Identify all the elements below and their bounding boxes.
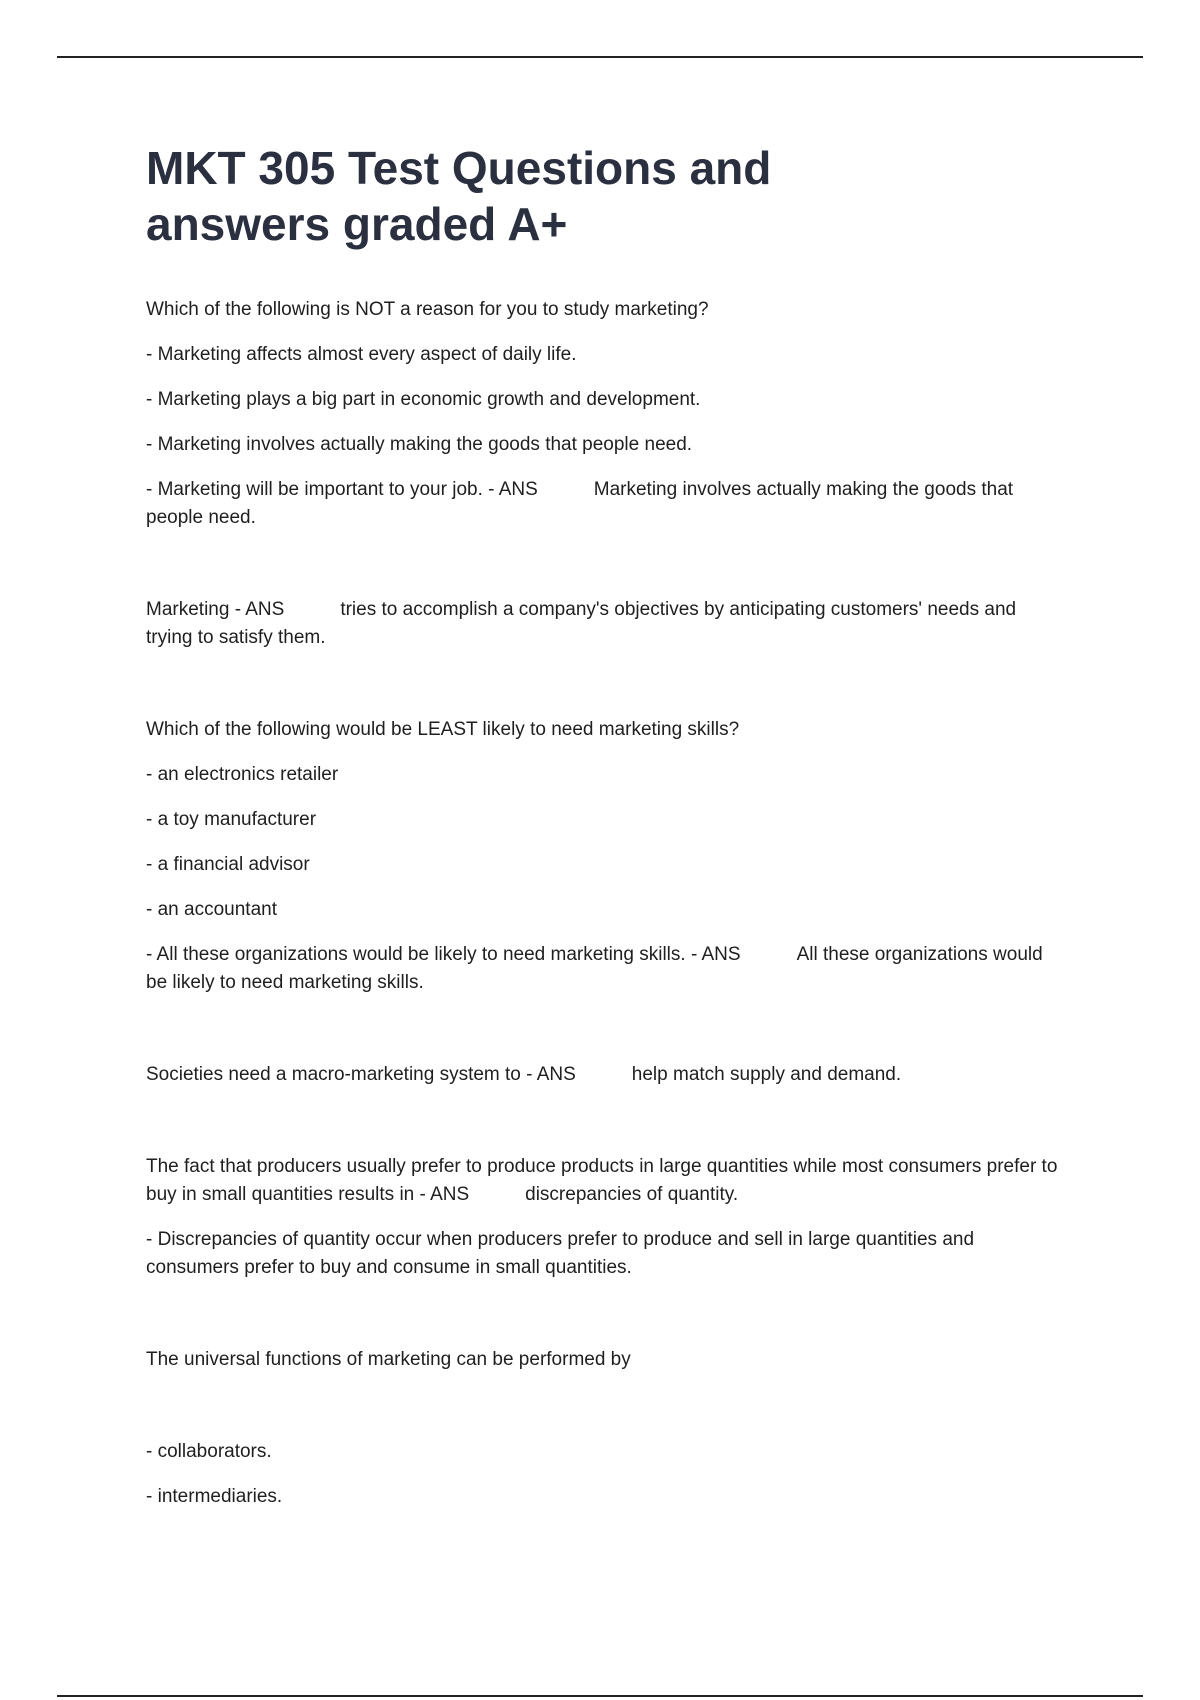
q4-answer-line [146,1061,1066,1089]
question-4: Societies need a macro-marketing system to - ANS [146,1064,576,1085]
q3-option-2: - a toy manufacturer [146,809,317,830]
document-body [146,140,1066,1511]
question-5: The fact that producers usually prefer to produce products in large quantities while most consumers prefer to buy in small quantities results in - ANS [146,1156,1058,1205]
q3-option-4: - an accountant [146,899,277,920]
q4-answer: help match supply and demand. [631,1064,902,1085]
q6-option-2: - intermediaries. [146,1486,283,1507]
q5-answer: discrepancies of quantity. [525,1184,739,1205]
footer-rule [57,1695,1143,1697]
q2-term: Marketing - ANS [146,599,285,620]
q3-answer: All these organizations would be likely to need marketing skills. [146,944,1043,993]
q5-answer-line [146,1153,1066,1209]
q3-option-5: - All these organizations would be likely to need marketing skills. - ANS [146,944,741,965]
q1-option-2: - Marketing plays a big part in economic growth and development. [146,389,701,410]
q3-option-1: - an electronics retailer [146,764,339,785]
q3-option-3: - a financial advisor [146,854,310,875]
question-1: Which of the following is NOT a reason for you to study marketing? [146,299,709,320]
q3-answer-line [146,941,1066,997]
q6-option-1: - collaborators. [146,1441,272,1462]
q1-option-4: - Marketing will be important to your job. - ANS [146,479,538,500]
header-rule [57,56,1143,58]
q1-answer: Marketing involves actually making the goods that people need. [146,479,1014,528]
question-6: The universal functions of marketing can be performed by [146,1349,631,1370]
q2-answer-line [146,596,1066,652]
q2-answer: tries to accomplish a company's objectives by anticipating customers' needs and trying to satisfy them. [146,599,1017,648]
question-3: Which of the following would be LEAST likely to need marketing skills? [146,719,740,740]
q1-option-1: - Marketing affects almost every aspect of daily life. [146,344,577,365]
q1-option-3: - Marketing involves actually making the goods that people need. [146,434,693,455]
q5-explanation: - Discrepancies of quantity occur when producers prefer to produce and sell in large quantities and consumers prefer to buy and consume in small quantities. [146,1229,975,1278]
q1-answer-line [146,476,1066,532]
document-title: MKT 305 Test Questions and answers graded A+ [146,142,772,250]
